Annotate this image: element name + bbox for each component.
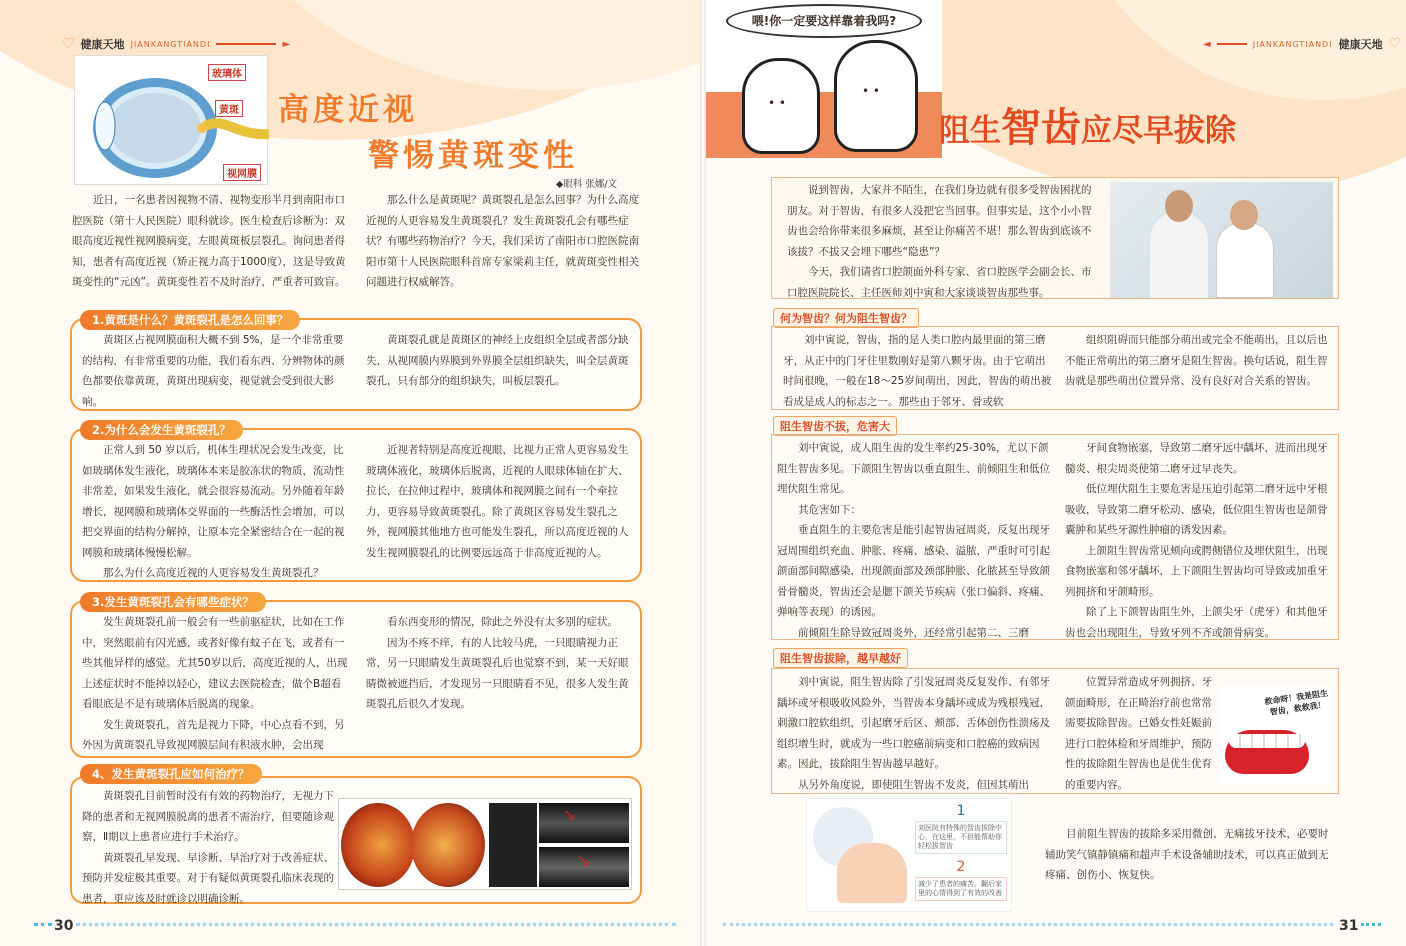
intro-paragraph: 近日，一名患者因视物不清、视物变形半月到南阳市口腔医院（第十人民医院）眼科就诊。医生检查后诊断为：双眼高度近视性视网膜病变，左眼黄斑板层裂孔。询问患者得知，患者有高度近视（矫正视力高于1000度），这是导致黄斑变性的“元凶”。黄斑变性若不及时治疗，严重者可致盲。: [72, 194, 346, 288]
tooth-face: • •: [768, 96, 786, 110]
tooth-face: • •: [862, 84, 880, 98]
fundus-images: [338, 798, 632, 890]
section-heading-1: 1.黄斑是什么？黄斑裂孔是怎么回事？: [80, 310, 300, 330]
section-heading-4: 4、发生黄斑裂孔应如何治疗？: [80, 764, 262, 784]
s2-paragraph: 垂直阻生的主要危害是能引起智齿冠周炎，反复出现牙冠周围组织充血、肿胀、疼痛、感染、溢脓，严重时可引起颌面部间隙感染，出现颌面部及颈部肿胀、化脓甚至导致颌骨骨髓炎，智齿还会是腮下颌关节疾病（张口偏斜、疼痛、弹响等表现）的诱因。: [777, 524, 1050, 618]
closing-text: [1045, 824, 1337, 886]
footer-dots: [723, 923, 1333, 926]
arrow-icon: ↘: [577, 851, 591, 870]
label-vitreous: 玻璃体: [208, 64, 246, 81]
s2-paragraph: 前倾阻生除导致冠周炎外，还经常引起第二、三磨: [798, 626, 1029, 639]
s3-col-1: [777, 672, 1053, 795]
intro-paragraph: 那么什么是黄斑呢？黄斑裂孔是怎么回事？为什么高度近视的人更容易发生黄斑裂孔？发生黄斑裂孔会有哪些症状？有哪些药物治疗？今天，我们采访了南阳市口腔医院南阳市第十人民医院眼科首席专家梁莉主任，就黄斑变性相关问题进行权威解答。: [366, 194, 639, 288]
running-head: [1203, 36, 1401, 52]
right-page: [703, 0, 1406, 946]
step-text: 刘医院有特殊的智齿拔除中心，在这里，不但能帮助你轻松拔智齿: [915, 821, 1007, 854]
label-macula: 黄斑: [215, 100, 243, 117]
article-title-line2: 警惕黄斑变性: [368, 138, 578, 174]
s1-col-1: [783, 330, 1053, 412]
s2-col-2: [366, 440, 632, 563]
s4-paragraph: 黄斑裂孔目前暂时没有有效的药物治疗，无视力下降的患者和无视网膜脱离的患者不需治疗，但要随诊观察，Ⅱ期以上患者应进行手术治疗。: [82, 790, 334, 843]
arrow-left-icon: ◄: [1203, 38, 1211, 50]
title-part: 阻生: [939, 113, 1001, 149]
footer-dots: [34, 923, 52, 926]
s3-paragraph: 发生黄斑裂孔，首先是视力下降，中心点看不到，另外因为黄斑裂孔导致视网膜层间有积液水肿，会出现: [82, 718, 345, 751]
step-text: 减少了患者的痛苦，翻后家里的心情得到了有效的改善: [915, 877, 1007, 901]
s3-paragraph: 因为不疼不痒，有的人比较马虎，一只眼睛视力正常，另一只眼睛发生黄斑裂孔后也觉察不到，某一天好眼睛微被遮挡后，才发现另一只眼睛看不见，很多人发生黄斑裂孔后很久才发现。: [366, 636, 629, 710]
tooth-sticker-illustration: [1219, 686, 1333, 784]
footer-dots: [1361, 923, 1381, 926]
arrow-right-icon: ►: [282, 38, 291, 50]
page-number: 31: [1339, 918, 1359, 934]
running-head-label: 健康天地: [1338, 38, 1383, 51]
s2-paragraph: 其危害如下：: [798, 503, 861, 516]
doctor-head: [1230, 200, 1258, 230]
arrow-icon: ↘: [563, 805, 577, 824]
section-heading-2: 阻生智齿不拔，危害大: [773, 416, 897, 436]
heart-icon: ♡: [1388, 36, 1402, 52]
closing-paragraph: 目前阻生智齿的拔除多采用微创、无痛拔牙技术，必要时辅助笑气镇静镇痛和超声手术设备辅助技术，可以真正做到无疼痛、创伤小、恢复快。: [1045, 828, 1329, 881]
s2-paragraph: 近视者特别是高度近视眼，比视力正常人更容易发生玻璃体液化，玻璃体后脱离，近视的人眼球体轴在扩大、拉长，在拉伸过程中，玻璃体和视网膜之间有一个牵拉力，更容易导致黄斑裂孔。除了黄斑区容易发生裂孔之外，视网膜其他地方也可能发生裂孔，所以高度近视的人发生视网膜裂孔的比例要远远高于非高度近视的人。: [366, 444, 629, 559]
s1-col-1: [82, 330, 348, 412]
footer-dots: [76, 923, 676, 926]
s1-col-2: [366, 330, 632, 392]
running-head: [62, 36, 290, 52]
sticker-caption: 救命呀！我是阻生智齿，救救我！: [1263, 688, 1329, 717]
intro-paragraph: 今天，我们请省口腔颌面外科专家、省口腔医学会副会长、市口腔医院院长、主任医师刘中寅和大家谈谈智齿那些事。: [787, 266, 1092, 299]
s3-paragraph: 看东西变形的情况，除此之外没有太多别的症状。: [387, 616, 618, 628]
teeth-row: [1229, 734, 1305, 748]
running-head-rule: [216, 43, 276, 45]
intro-text: [787, 180, 1097, 303]
s3-col-1: [82, 612, 348, 756]
fundus-photo-right: [411, 803, 485, 887]
s2-col-1: [82, 440, 348, 584]
s3-paragraph: 刘中寅说，阻生智齿除了引发冠周炎反复发作、有邻牙龋坏或牙根吸收风险外，当智齿本身龋坏或成为残根残冠，刺激口腔软组织，引起磨牙后区、颊部、舌体创伤性溃疡及组织增生时，就成为一些口腔癌前病变和口腔癌的致病因素。因此，拔除阻生智齿越早越好。: [777, 676, 1050, 770]
s2-paragraph: 上颌阻生智齿常见颊向或腭侧错位及埋伏阻生，出现食物嵌塞和邻牙龋坏，上下颌阻生智齿均可导致或加重牙列拥挤和牙颌畸形。: [1065, 544, 1328, 598]
running-head-latin: JIANKANGTIANDI: [130, 39, 211, 49]
s2-col-2: [1065, 438, 1335, 643]
article-title-line1: 高度近视: [278, 92, 418, 128]
s1-paragraph: 黄斑裂孔就是黄斑区的神经上皮组织全层或者部分缺失，从视网膜内界膜到外界膜全层组织缺失，叫全层黄斑裂孔，只有部分的组织缺失，叫板层裂孔。: [366, 334, 629, 387]
s3-paragraph: 位置异常造成牙列拥挤、牙颌面畸形，在正畸治疗前也常常需要拔除智齿。已婚女性妊娠前进行口腔体检和牙周维护，预防性的拔除阻生智齿也是优生优育的重要内容。: [1065, 676, 1212, 791]
s2-paragraph: 正常人到 50 岁以后，机体生理状况会发生改变，比如玻璃体发生液化，玻璃体本来是胶冻状的物质，流动性非常差，如果发生液化，就会很容易流动。另外随着年龄增长，视网膜和玻璃体交界面的一些酶活性会增加，可以把交界面的结构分解掉，让原本完全紧密结合在一起的视网膜和玻璃体慢慢松解。: [82, 444, 345, 559]
article-title: [939, 96, 1236, 153]
byline: ◆眼科 张娜/文: [556, 179, 618, 190]
intro-col-1: [72, 190, 348, 293]
s4-paragraph: 黄斑裂孔早发现、早诊断、早治疗对于改善症状、预防并发症极其重要。对于有疑似黄斑裂孔临床表现的患者，更应该及时就诊以明确诊断。: [82, 851, 334, 905]
heart-icon: ♡: [62, 36, 75, 52]
s1-paragraph: 刘中寅说，智齿，指的是人类口腔内最里面的第三磨牙，从正中的门牙往里数刚好是第八颗牙齿。由于它萌出时间很晚，一般在18～25岁间萌出，因此，智齿的萌出被看成是成人的标志之一。那些由于邻牙、骨或软: [783, 334, 1052, 408]
eye-illustration: [74, 55, 268, 185]
label-retina: 视网膜: [223, 164, 261, 181]
s2-paragraph: 牙间食物嵌塞，导致第二磨牙远中龋坏，进而出现牙髓炎、根尖周炎使第二磨牙过早丧失。: [1065, 442, 1328, 475]
section-heading-1: 何为智齿？何为阻生智齿？: [773, 308, 919, 328]
s2-paragraph: 除了上下颌智齿阻生外，上颌尖牙（虎牙）和其他牙齿也会出现阻生，导致牙列不齐或颌骨病变。: [1065, 606, 1328, 639]
cartoon-teeth-illustration: [706, 0, 942, 158]
s1-col-2: [1065, 330, 1335, 392]
title-part-highlight: 智齿: [1001, 105, 1081, 151]
s3-col-2: [1065, 672, 1215, 795]
section-heading-3: 阻生智齿拔除，越早越好: [773, 648, 908, 668]
section-heading-3: 3.发生黄斑裂孔会有哪些症状？: [80, 592, 266, 612]
intro-paragraph: 说到智齿，大家并不陌生，在我们身边就有很多受智齿困扰的朋友。对于智齿，有很多人没把它当回事。但事实是，这个小小智齿也会给你带来很多麻烦，甚至让你痛苦不堪！那么智齿到底该不该拔？不拔又会埋下哪些“隐患”？: [787, 184, 1092, 258]
title-part: 应尽早拔除: [1081, 113, 1236, 149]
s2-paragraph: 低位埋伏阻生主要危害是压迫引起第二磨牙远中牙根吸收，导致第二磨牙松动、感染，低位阻生智齿也是颌骨囊肿和某些牙源性肿瘤的诱发因素。: [1065, 483, 1328, 536]
page-number: 30: [54, 918, 74, 934]
spine-gutter: [700, 0, 706, 946]
section-heading-2: 2.为什么会发生黄斑裂孔？: [80, 420, 243, 440]
s2-paragraph: 刘中寅说，成人阻生齿的发生率约25-30%，尤以下颌阻生智齿多见。下颌阻生智齿以垂直阻生、前倾阻生和低位埋伏阻生常见。: [777, 442, 1050, 495]
step-number: 1: [956, 803, 966, 819]
running-head-latin: JIANKANGTIANDI: [1252, 39, 1333, 49]
extraction-infographic: [806, 798, 1012, 912]
s3-col-2: [366, 612, 632, 715]
speech-bubble: 喂!你一定要这样靠着我吗?: [726, 4, 922, 38]
oct-scan-top: [539, 803, 629, 843]
running-head-rule: [1217, 43, 1247, 45]
s3-paragraph: 发生黄斑裂孔前一般会有一些前驱症状，比如在工作中，突然眼前有闪光感，或者好像有蚊子在飞，或者有一些其他异样的感觉。尤其50岁以后，高度近视的人，出现上述症状时不能掉以轻心，建议去医院检查，做个B超看看眼底是不是有玻璃体后脱离的现象。: [82, 616, 348, 710]
step-number: 2: [956, 859, 966, 875]
s1-paragraph: 组织阻碍而只能部分萌出或完全不能萌出，且以后也不能正常萌出的第三磨牙是阻生智齿。换句话说，阻生智齿就是那些萌出位置异常、没有良好对合关系的智齿。: [1065, 334, 1328, 387]
s2-paragraph: 那么为什么高度近视的人更容易发生黄斑裂孔？: [103, 567, 324, 579]
s1-paragraph: 黄斑区占视网膜面积大概不到 5%，是一个非常重要的结构，有非常重要的功能，我们看东西、分辨物体的颜色都要依靠黄斑，黄斑出现病变，视觉就会受到很大影响。: [82, 334, 345, 408]
patient-head: [1165, 190, 1193, 222]
doctor-photo: [1110, 182, 1333, 298]
doctor-figure: [1216, 222, 1274, 298]
s2-col-1: [777, 438, 1053, 643]
s3-paragraph: 从另外角度说，即使阻生智齿不发炎，但因其萌出: [798, 778, 1029, 791]
s4-text: [82, 786, 336, 909]
patient-figure: [1150, 212, 1208, 298]
oct-thumbnails: [489, 803, 537, 887]
intro-col-2: [366, 190, 640, 293]
patient-cartoon: [837, 843, 907, 903]
running-head-label: 健康天地: [80, 38, 125, 51]
fundus-photo-left: [341, 803, 415, 887]
